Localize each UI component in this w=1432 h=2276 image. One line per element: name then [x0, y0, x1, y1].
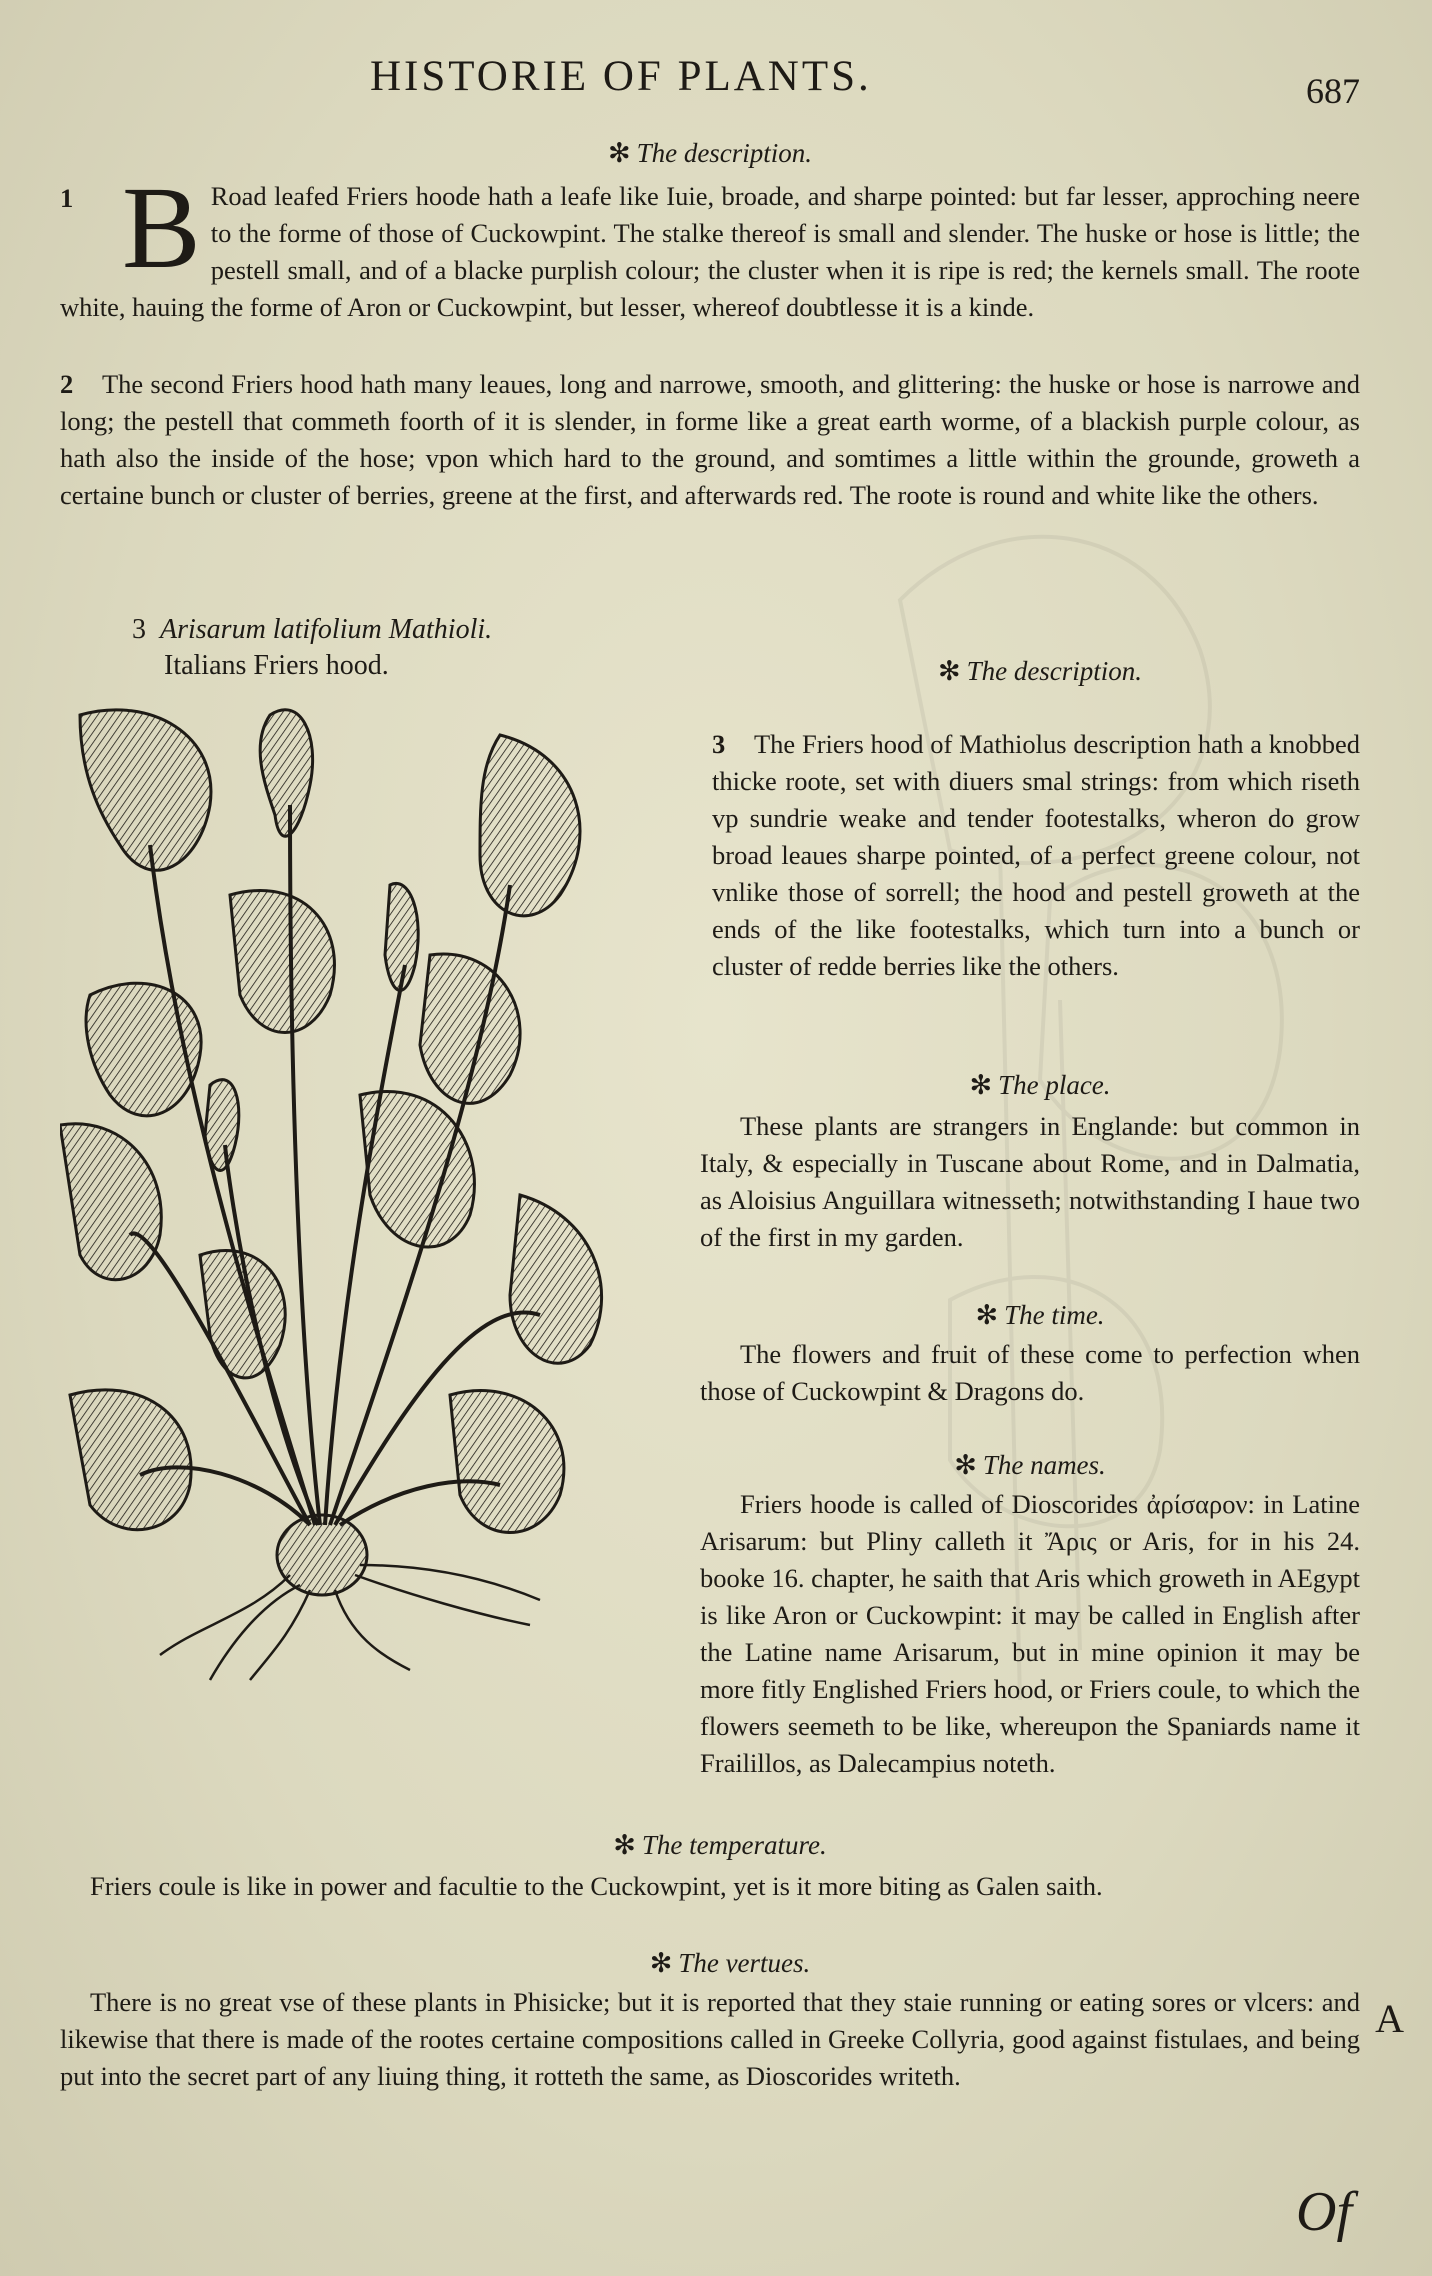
heading-text: The description. — [636, 138, 813, 168]
asterism-icon: ✻ — [975, 1300, 999, 1330]
section-heading-vertues — [580, 1948, 880, 1979]
section-heading-description-1 — [560, 138, 860, 169]
asterism-icon: ✻ — [969, 1070, 993, 1100]
asterism-icon: ✻ — [954, 1450, 977, 1480]
temperature-paragraph: Friers coule is like in power and facultie to the Cuckowpint, yet is it more biting as Galen saith. — [90, 1871, 1103, 1901]
heading-text: The time. — [1004, 1300, 1105, 1330]
section-heading-place — [920, 1070, 1160, 1101]
place-paragraph: These plants are strangers in Englande: but common in Italy, & especially in Tuscane about Rome, and in Dalmatia, as Aloisius Anguillara witnesseth; notwithstanding I haue two of the first in my garden. — [700, 1111, 1360, 1252]
figure-number: 3 — [132, 614, 146, 645]
time-paragraph: The flowers and fruit of these come to perfection when those of Cuckowpint & Dragons do. — [700, 1339, 1360, 1406]
page-number: 687 — [1306, 71, 1360, 111]
section-heading-description-3 — [870, 656, 1210, 687]
section-heading-temperature — [540, 1830, 900, 1861]
section-heading-time — [920, 1300, 1160, 1331]
asterism-icon: ✻ — [607, 138, 631, 168]
asterism-icon: ✻ — [937, 656, 961, 686]
paragraph-2 — [60, 366, 1360, 514]
paragraph-1 — [60, 162, 1360, 326]
paragraph-3 — [712, 726, 1360, 985]
catchword: Of — [1296, 2181, 1352, 2243]
margin-letter: A — [1375, 1996, 1404, 2041]
paragraph-text: The second Friers hood hath many leaues, long and narrowe, smooth, and glittering: the huske or hose is narrowe and long; the pestell that commeth foorth of it is slender, in forme like a great earth worme, of a blackish purple colour, as hath also the inside of the hose; vpon which hard to the ground, and somtimes a little within the grounde, groweth a certaine bunch or cluster of berries, greene at the first, and afterwards red. The roote is round and white like the others. — [60, 369, 1360, 510]
heading-text: The names. — [982, 1450, 1106, 1480]
vertues-paragraph: There is no great vse of these plants in Phisicke; but it is reported that they staie running or eating sores or vlcers: and likewise that there is made of the rootes certaine compositions called in Greeke Collyria, good against fistulaes, and being put into the secret part of any liuing thing, it rotteth the same, as Dioscorides writeth. — [60, 1987, 1360, 2091]
asterism-icon: ✻ — [613, 1830, 636, 1860]
drop-cap: B — [122, 162, 201, 293]
figure-caption — [132, 612, 492, 684]
heading-text: The vertues. — [678, 1948, 811, 1978]
paragraph-number: 3 — [712, 729, 726, 759]
names-paragraph: Friers hoode is called of Dioscorides ἀρίσαρον: in Latine Arisarum: but Pliny calleth it Ἄρις or Aris, for in his 24. booke 16. chapter, he saith that Aris which groweth in AEgypt is like Aron or Cuckowpint: it may be called in English after the Latine name Arisarum, but in mine opinion it may be more fitly Englished Friers hood, or Friers coule, to which the flowers seemeth to be like, whereupon the Spaniards name it Frailillos, as Dalecampius noteth. — [700, 1489, 1360, 1778]
heading-text: The description. — [966, 656, 1143, 686]
paragraph-text: The Friers hood of Mathiolus description hath a knobbed thicke roote, set with diuers smal strings: from which riseth vp sundrie weake and tender footestalks, wheron do grow broad leaues sharpe pointed, of a perfect greene colour, not vnlike those of sorrell; the hood and pestell groweth at the ends of the like footestalks, which turn into a bunch or cluster of redde berries like the others. — [712, 729, 1360, 981]
asterism-icon: ✻ — [649, 1948, 673, 1978]
heading-text: The temperature. — [641, 1830, 827, 1860]
paragraph-number: 1 — [60, 183, 74, 213]
figure-latin-name: Arisarum latifolium Mathioli. — [160, 614, 493, 645]
paragraph-text: Road leafed Friers hoode hath a leafe like Iuie, broade, and sharpe pointed: but far lesser, approching neere to the forme of those of Cuckowpint. The stalke thereof is small and slender. The huske or hose is little; the pestell small, and of a blacke purplish colour; the cluster when it is ripe is red; the kernels small. The roote white, hauing the forme of Aron or Cuckowpint, but lesser, whereof doubtlesse it is a kinde. — [60, 181, 1360, 322]
figure-english-name: Italians Friers hood. — [164, 650, 389, 681]
paragraph-number: 2 — [60, 369, 74, 399]
heading-text: The place. — [998, 1070, 1111, 1100]
running-title: HISTORIE OF PLANTS. — [370, 53, 872, 100]
section-heading-names — [900, 1450, 1160, 1481]
